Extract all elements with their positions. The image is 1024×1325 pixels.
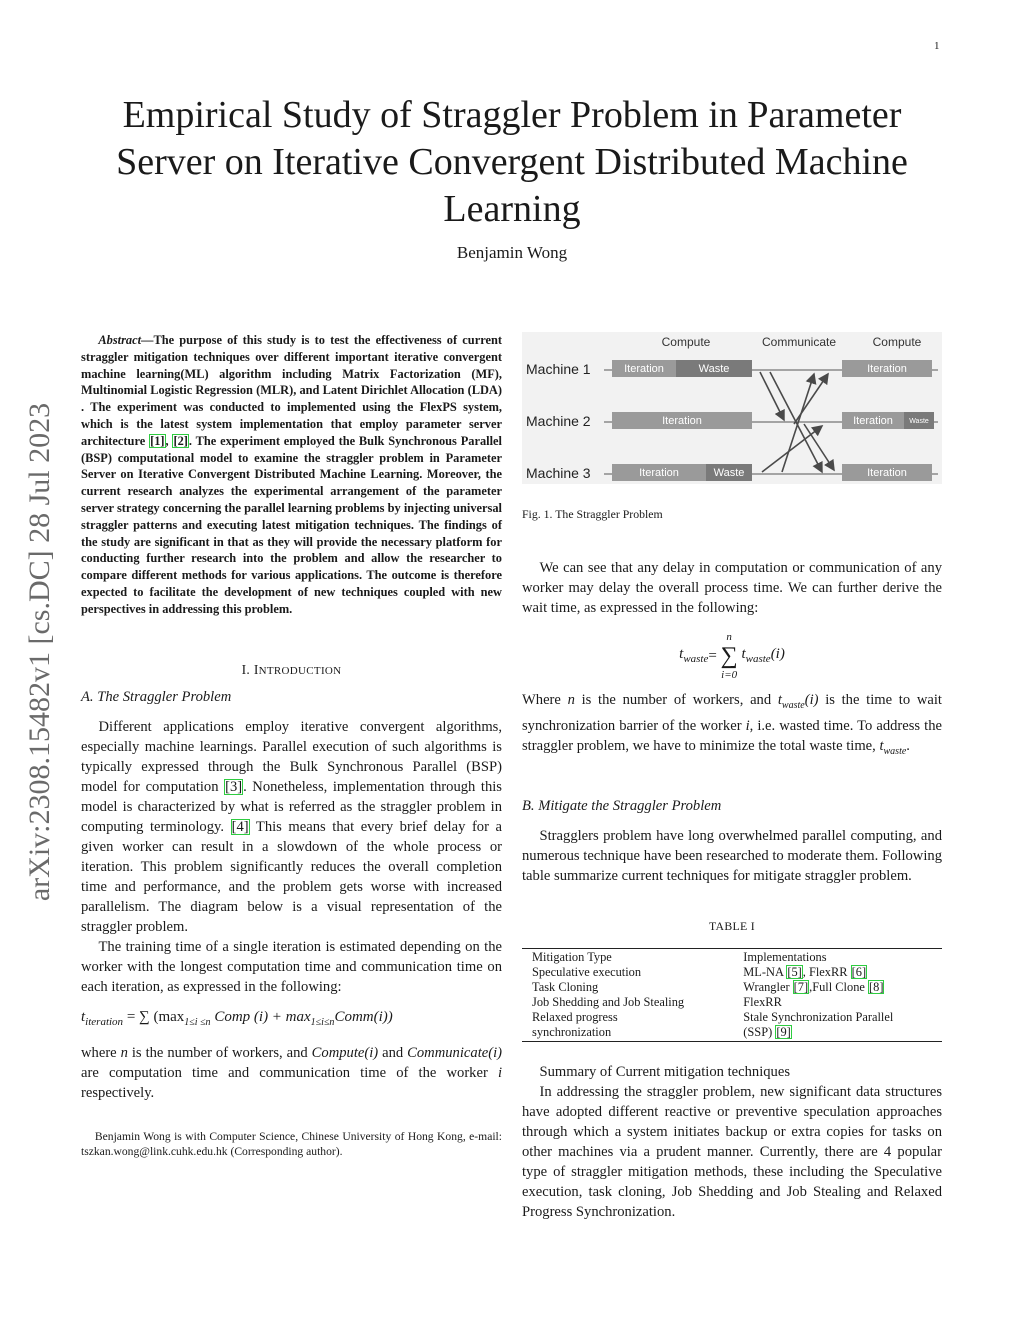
table-title: TABLE I [708, 918, 756, 933]
text: respectively. [81, 1084, 155, 1101]
math-var: t [879, 737, 884, 754]
header-compute-1: Compute [661, 335, 711, 349]
math-sub: waste [883, 745, 907, 757]
straggler-diagram-svg [522, 332, 942, 484]
machine-label-3: Machine 3 [526, 465, 591, 481]
math-var: Compute(i) [311, 1044, 379, 1061]
paper-title [60, 92, 964, 233]
section-number: I. [241, 661, 254, 677]
section-heading-first: I [253, 661, 259, 677]
eq-symbol: t [679, 645, 684, 662]
equation-iteration-time [81, 1007, 502, 1033]
text: , i.e. wasted time. To address the straggler problem, we have to minimize the total waste time, [522, 717, 942, 754]
eq-symbol: t [741, 645, 746, 662]
text: is the number of workers, and [574, 692, 778, 708]
eq-sum [721, 630, 738, 682]
title-line-3: Learning [443, 188, 581, 230]
eq-lhs [679, 644, 708, 669]
text: are computation time and communication time of the worker [81, 1064, 498, 1081]
section-heading-introduction [81, 660, 502, 681]
citation-link[interactable]: [3] [225, 778, 243, 795]
waste-bar-label: Waste [713, 467, 745, 479]
author: Benjamin Wong [456, 243, 568, 262]
text: . [906, 737, 910, 754]
text: . Nonetheless, implementation through this model is characterized by what is referred as the straggler problem in computing terminology. [81, 778, 502, 835]
text: (SSP) [743, 1024, 776, 1039]
citation-link[interactable]: [1] [150, 433, 165, 448]
math-var: n [120, 1044, 128, 1061]
iteration-bar-label: Iteration [624, 363, 664, 375]
table-row [522, 980, 942, 995]
section-heading-rest: NTRODUCTION [258, 664, 342, 677]
right-paragraph-2 [522, 690, 942, 762]
abstract-sep: , [165, 433, 173, 448]
equation-waste-time [522, 630, 942, 682]
sum-sign: ∑ [720, 643, 738, 669]
text: , FlexRR [802, 964, 851, 979]
math-sub: waste [781, 699, 805, 711]
subsection-heading-b: B. Mitigate the Straggler Problem [522, 797, 722, 814]
text: is the number of workers, and [127, 1044, 312, 1061]
right-paragraph-4: In addressing the straggler problem, new significant data structures have adopted different reactive or preventive speculation approaches through which a system initiates backup or extra copies for tasks on other machines via a prudent manner. Currently, there are 4 popular type of straggler mitigation methods, these including the Speculative execution, task cloning, Job Shedding and Job Stealing and Relaxed Progress Synchronization. [522, 1083, 942, 1220]
figure-caption: Fig. 1. The Straggler Problem [522, 507, 663, 521]
iteration-bar-label: Iteration [853, 415, 893, 427]
sum-lower: i=0 [721, 669, 738, 681]
math-var: (i) [804, 692, 819, 708]
right-column [522, 332, 942, 1222]
table-row [522, 965, 942, 980]
citation-link[interactable]: [7] [793, 979, 809, 994]
eq-subscript: 1≤i≤n [310, 1016, 335, 1028]
table-cell [733, 1025, 942, 1042]
table-cell: Stale Synchronization Parallel [743, 1009, 894, 1024]
iteration-bar-label: Iteration [867, 363, 907, 375]
waste-bar-label: Waste [698, 363, 730, 375]
eq-symbol: t [81, 1008, 86, 1025]
citation-link[interactable]: [6] [851, 964, 867, 979]
intro-paragraph-2: The training time of a single iteration is estimated depending on the worker with the longest computation time and communication time on each iteration, as expressed in the following: [81, 938, 502, 995]
eq-part: Comp (i) + max [210, 1008, 311, 1025]
eq-part: = ∑ (max [126, 1008, 185, 1025]
header-communicate: Communicate [761, 335, 837, 349]
table-row [522, 948, 942, 965]
machine-label-1: Machine 1 [526, 361, 591, 377]
abstract-text-1: —The purpose of this study is to test the effectiveness of current straggler mitigation techniques over different important iterative convergent machine learning(ML) algorithm including Matrix Factorization (MF), Multinomial Logistic Regression (MLR), and Latent Dirichlet Allocation (LDA) . The experiment was conducted to implemented using the FlexPS system, which is the latest system implementation that employ parameter server architecture [81, 333, 502, 448]
eq-arg: (i) [770, 645, 785, 662]
eq-subscript: waste [745, 652, 771, 665]
author-footnote: Benjamin Wong is with Computer Science, Chinese University of Hong Kong, e-mail: tszkan.wong@link.cuhk.edu.hk (Corresponding author). [81, 1129, 502, 1158]
citation-link[interactable]: [9] [776, 1024, 791, 1039]
text: and [378, 1044, 408, 1061]
table-row [522, 995, 942, 1010]
page-number: 1 [934, 40, 940, 52]
title-line-2: Server on Iterative Convergent Distributed Machine [116, 141, 908, 183]
iteration-bar-label: Iteration [867, 467, 907, 479]
eq-subscript: 1≤i ≤n [184, 1016, 211, 1028]
header-compute-2: Compute [872, 335, 922, 349]
table-cell [733, 965, 942, 980]
table-cell: synchronization [522, 1025, 733, 1042]
math-var: i [497, 1064, 502, 1081]
math-var: t [777, 692, 782, 708]
table-row [522, 1025, 942, 1042]
straggler-diagram [522, 332, 942, 484]
text: Different applications employ iterative convergent algorithms, especially machine learnings. Parallel execution of such algorithms is typically expressed through the Bulk Synchronous Parallel (BSP) model for computation [81, 718, 502, 795]
table-cell [733, 980, 942, 995]
text: Wrangler [743, 979, 793, 994]
math-var: n [567, 692, 575, 708]
intro-paragraph-3 [81, 1043, 502, 1103]
abstract-text-2: . The experiment employed the Bulk Synchronous Parallel (BSP) computational model to examine the straggler problem in Parameter Server on Iterative Convergent Distributed Machine Learning. Moreover, the current research analyzes the experimental arrangement of the parameter server strategy concerning the parallel learning problems by injecting universal straggler patterns and executing latest mitigation techniques. The findings of the study are significant in that as they will provide the necessary platform for conducting further research into the problem and allow the researcher to compare different methods for various applications. The outcome is therefore expected to facilitate the development of new techniques coupled with new perspectives in addressing this problem. [81, 433, 502, 616]
intro-paragraph-1 [81, 717, 502, 937]
eq-equals: = [708, 648, 717, 664]
table-cell: Relaxed progress [532, 1009, 618, 1024]
machine-label-2: Machine 2 [526, 413, 591, 429]
table-caption: Summary of Current mitigation techniques [539, 1063, 790, 1080]
table-cell: Mitigation Type [522, 948, 733, 965]
right-paragraph-1: We can see that any delay in computation or communication of any worker may delay the overall process time. We can further derive the wait time, as expressed in the following: [522, 560, 942, 616]
left-column [81, 332, 502, 1159]
table-cell: FlexRR [743, 994, 782, 1009]
sum-upper: n [726, 631, 732, 643]
text: ,Full Clone [809, 979, 868, 994]
text: where [81, 1044, 121, 1061]
subsection-heading-a: A. The Straggler Problem [81, 688, 232, 705]
abstract-lead: Abstract [98, 333, 142, 347]
iteration-bar-label: Iteration [639, 467, 679, 479]
eq-subscript: iteration [85, 1015, 124, 1028]
text: ML-NA [743, 964, 787, 979]
math-var: i [745, 717, 750, 734]
citation-link[interactable]: [2] [173, 433, 188, 448]
eq-subscript: waste [683, 652, 709, 665]
title-line-1: Empirical Study of Straggler Problem in Parameter [122, 94, 902, 136]
text: This means that every brief delay for a given worker can result in a slowdown of the whole process or iteration. This problem significantly reduces the overall completion time and performance, and the problem gets worse with increased parallelism. The diagram below is a visual representation of the straggler problem. [81, 818, 503, 935]
text: is the time to wait synchronization barrier of the worker [522, 692, 942, 734]
arxiv-id: arXiv:2308.15482v1 [cs.DC] 28 Jul 2023 [23, 402, 56, 902]
eq-part: Comm(i)) [334, 1008, 393, 1025]
iteration-bar-label: Iteration [662, 415, 702, 427]
abstract [81, 332, 502, 618]
citation-link[interactable]: [8] [869, 979, 884, 994]
right-paragraph-3: Stragglers problem have long overwhelmed parallel computing, and numerous technique have been researched to moderate them. Following table summarize current techniques for mitigate straggler problem. [522, 827, 942, 884]
citation-link[interactable]: [4] [231, 818, 249, 835]
math-var: Communicate(i) [407, 1044, 502, 1061]
table-cell: Implementations [733, 948, 942, 965]
mitigation-table [522, 948, 942, 1042]
table-cell: Task Cloning [532, 979, 599, 994]
table-cell: Job Shedding and Job Stealing [532, 994, 685, 1009]
eq-rhs [741, 644, 784, 669]
text: Where [522, 692, 568, 708]
waste-bar-label: Waste [909, 418, 929, 425]
table-cell: Speculative execution [532, 964, 642, 979]
citation-link[interactable]: [5] [787, 964, 802, 979]
table-row [522, 1010, 942, 1025]
